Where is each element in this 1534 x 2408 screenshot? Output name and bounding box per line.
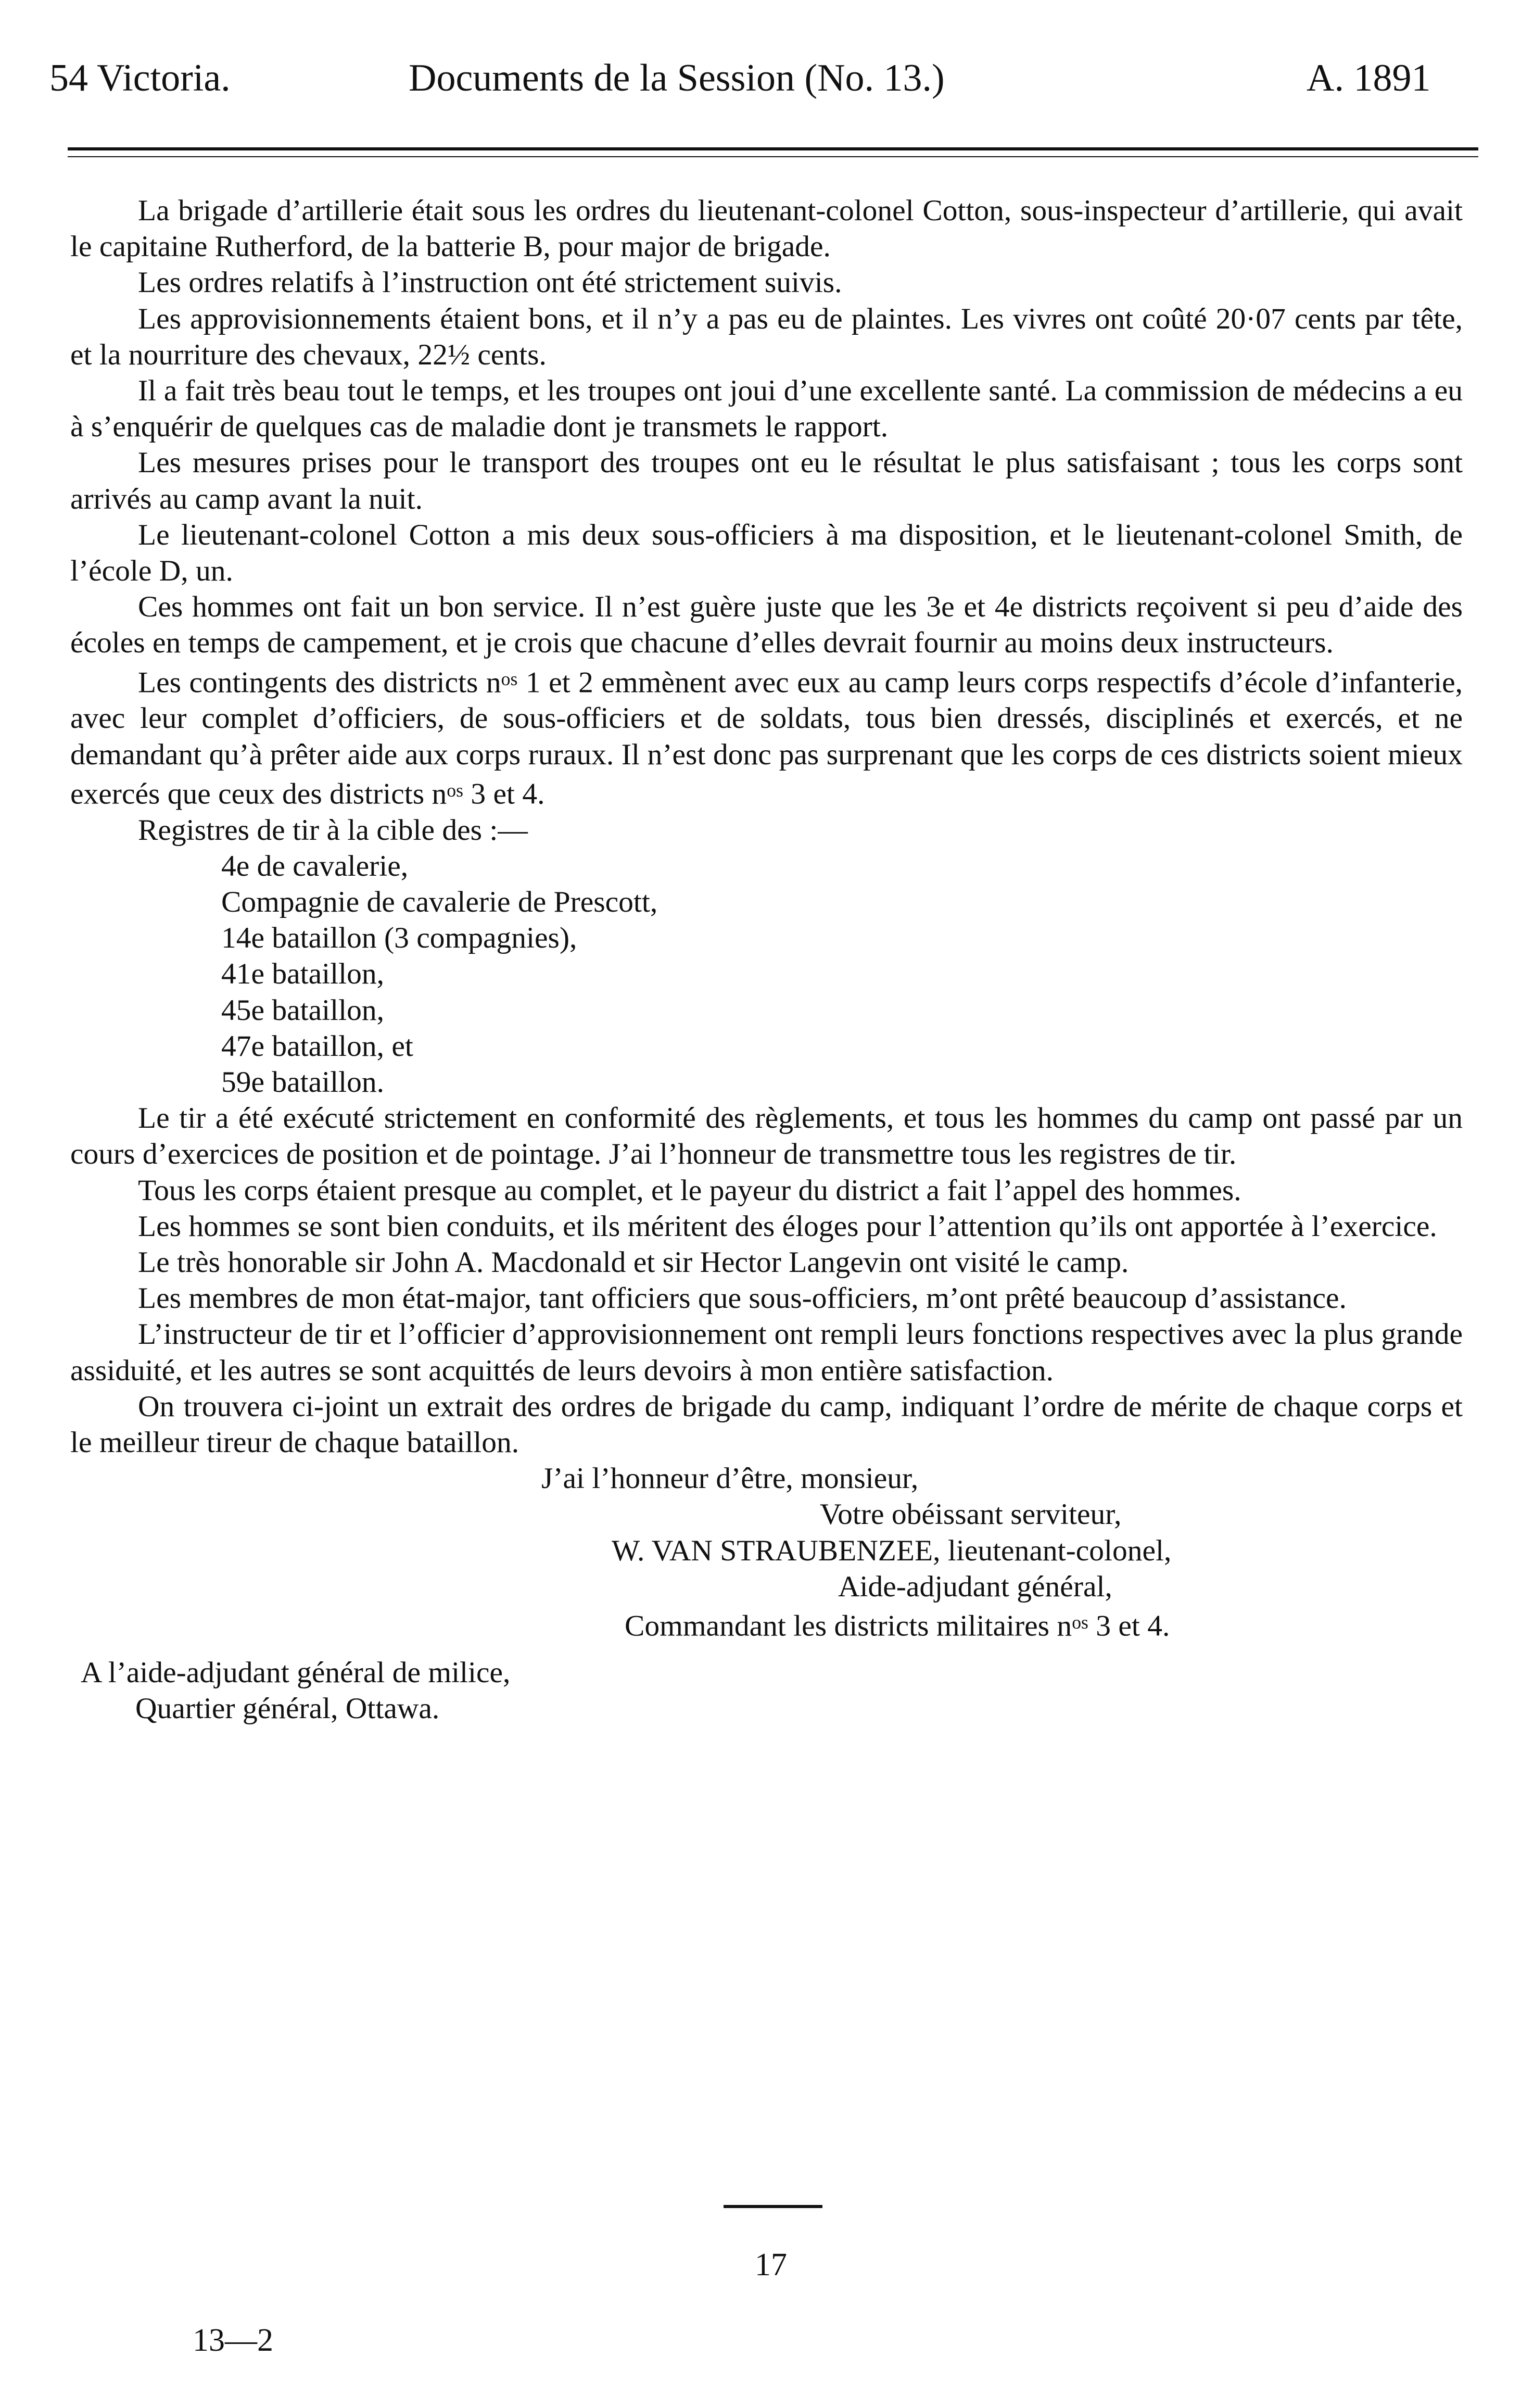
paragraph: Registres de tir à la cible des :— <box>138 813 528 847</box>
footer-rule <box>724 2205 822 2208</box>
text-run: 1 et 2 emmènent avec eux au camp leurs corps respectifs d’école d’infanterie, avec leur complet d’officiers, de sous-officiers et de soldats, tous bien dressés, disciplinés et exercés, et ne demandant qu’à prêter aide aux corps ruraux. Il n’est donc pas surprenant que les corps de ces districts soient mieux exercés que ceux des districts n <box>70 666 1463 811</box>
page-number: 17 <box>755 2247 787 2283</box>
superscript: os <box>501 668 518 689</box>
paragraph <box>70 661 1463 812</box>
paragraph: Le lieutenant-colonel Cotton a mis deux sous-officiers à ma disposition, et le lieutenant-colonel Smith, de l’école D, un. <box>70 518 1463 588</box>
paragraph: Ces hommes ont fait un bon service. Il n’est guère juste que les 3e et 4e districts reçoivent si peu d’aide des écoles en temps de campement, et je crois que chacune d’elles devrait fournir au moins deux instructeurs. <box>70 590 1463 660</box>
closing-salutation: J’ai l’honneur d’être, monsieur, <box>541 1462 919 1495</box>
paragraph: Tous les corps étaient presque au complet, et le payeur du district a fait l’appel des hommes. <box>138 1174 1241 1207</box>
text-run: Commandant les districts militaires n <box>625 1609 1072 1643</box>
paragraph: Le tir a été exécuté strictement en conformité des règlements, et tous les hommes du camp ont passé par un cours d’exercices de position et de pointage. J’ai l’honneur de transmettre tous les registres de tir. <box>70 1102 1463 1171</box>
header-regnal-year: 54 Victoria. <box>49 57 231 99</box>
paragraph: L’instructeur de tir et l’officier d’approvisionnement ont rempli leurs fonctions respectives avec la plus grande assiduité, et les autres se sont acquittés de leurs devoirs à mon entière satisfaction. <box>70 1318 1463 1387</box>
list-item: 59e bataillon. <box>221 1065 384 1099</box>
addressee-line: A l’aide-adjudant général de milice, <box>81 1656 511 1689</box>
signatory-command <box>70 1605 1463 1644</box>
paragraph: Les hommes se sont bien conduits, et ils méritent des éloges pour l’attention qu’ils ont apportée à l’exercice. <box>138 1209 1437 1243</box>
text-run: Les contingents des districts n <box>138 666 501 699</box>
signatory-name: W. VAN STRAUBENZEE, lieutenant-colonel, <box>612 1534 1172 1567</box>
header-rule-thick <box>68 147 1478 150</box>
paragraph: Les mesures prises pour le transport des troupes ont eu le résultat le plus satisfaisant ; tous les corps sont arrivés au camp avant la nuit. <box>70 446 1463 515</box>
superscript: os <box>447 779 463 801</box>
list-item: Compagnie de cavalerie de Prescott, <box>221 885 658 918</box>
text-run: 3 et 4. <box>463 777 545 811</box>
list-item: 45e bataillon, <box>221 993 384 1027</box>
header-year: A. 1891 <box>1307 57 1431 99</box>
superscript: os <box>1072 1612 1088 1633</box>
paragraph: On trouvera ci-joint un extrait des ordres de brigade du camp, indiquant l’ordre de mérite de chaque corps et le meilleur tireur de chaque bataillon. <box>70 1390 1463 1459</box>
signatory-title: Aide-adjudant général, <box>838 1570 1112 1603</box>
paragraph: Les approvisionnements étaient bons, et il n’y a pas eu de plaintes. Les vivres ont coûté 20·07 cents par tête, et la nourriture des chevaux, 22½ cents. <box>70 302 1463 371</box>
header-title: Documents de la Session (No. 13.) <box>409 57 945 99</box>
target-register-list <box>70 848 1463 1100</box>
list-item: 47e bataillon, et <box>221 1029 413 1063</box>
closing-servant: Votre obéissant serviteur, <box>820 1498 1122 1531</box>
list-item: 14e bataillon (3 compagnies), <box>221 922 577 955</box>
paragraph: Les ordres relatifs à l’instruction ont été strictement suivis. <box>138 266 842 299</box>
list-item: 4e de cavalerie, <box>221 849 409 882</box>
running-header <box>49 52 1465 120</box>
text-run: 3 et 4. <box>1088 1609 1170 1643</box>
printer-signature-mark: 13—2 <box>193 2323 273 2358</box>
paragraph: Il a fait très beau tout le temps, et les troupes ont joui d’une excellente santé. La commission de médecins a eu à s’enquérir de quelques cas de maladie dont je transmets le rapport. <box>70 374 1463 444</box>
report-body <box>70 193 1463 1726</box>
paragraph: Le très honorable sir John A. Macdonald et sir Hector Langevin ont visité le camp. <box>138 1245 1129 1279</box>
header-rule-thin <box>68 156 1478 157</box>
paragraph: Les membres de mon état-major, tant officiers que sous-officiers, m’ont prêté beaucoup d’assistance. <box>138 1282 1347 1315</box>
paragraph: La brigade d’artillerie était sous les ordres du lieutenant-colonel Cotton, sous-inspecteur d’artillerie, qui avait le capitaine Rutherford, de la batterie B, pour major de brigade. <box>70 194 1463 263</box>
list-item: 41e bataillon, <box>221 957 384 991</box>
addressee-location: Quartier général, Ottawa. <box>135 1692 440 1725</box>
